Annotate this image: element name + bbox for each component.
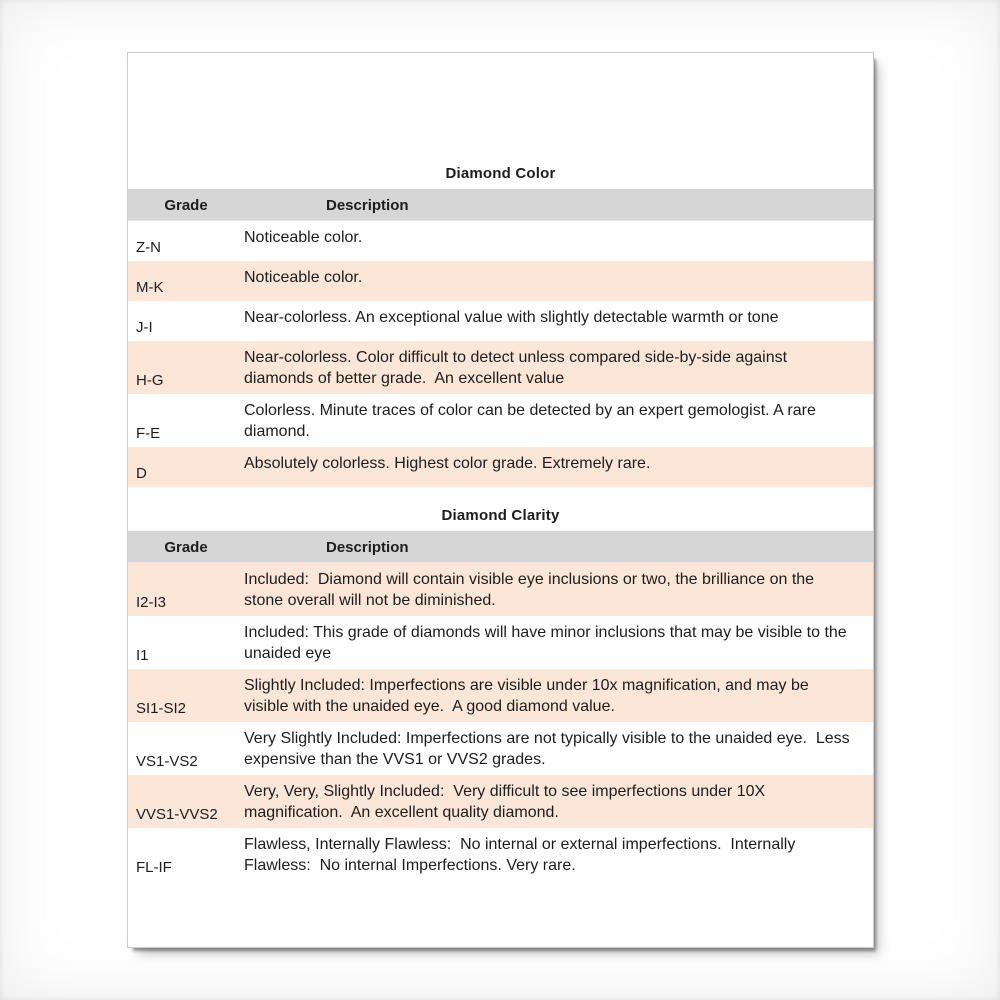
- table-row: [128, 447, 873, 487]
- table-row: [128, 775, 873, 828]
- description-cell: Very Slightly Included: Imperfections are not typically visible to the unaided eye. Less expensive than the VVS1 or VVS2 grades.: [244, 730, 855, 768]
- description-cell: Near-colorless. An exceptional value with slightly detectable warmth or tone: [244, 309, 779, 326]
- table-row: [128, 221, 873, 261]
- description-cell: Colorless. Minute traces of color can be detected by an expert gemologist. A rare diamond.: [244, 402, 821, 440]
- grade-cell: Z-N: [136, 239, 161, 256]
- description-cell: Near-colorless. Color difficult to detect unless compared side-by-side against diamonds of better grade. An excellent value: [244, 349, 792, 387]
- description-cell: Slightly Included: Imperfections are visible under 10x magnification, and may be visible with the unaided eye. A good diamond value.: [244, 677, 814, 715]
- grade-cell: SI1-SI2: [136, 700, 187, 717]
- table-row: [128, 616, 873, 669]
- description-cell: Noticeable color.: [244, 229, 363, 246]
- column-header-description: Description: [326, 197, 409, 214]
- grade-cell: H-G: [136, 372, 164, 389]
- diamond-clarity-header-row: [128, 531, 873, 563]
- grade-cell: J-I: [136, 319, 153, 336]
- grade-cell: I2-I3: [136, 594, 167, 611]
- description-cell: Flawless, Internally Flawless: No internal or external imperfections. Internally Flawless: No internal Imperfections. Very rare.: [244, 836, 800, 874]
- column-header-grade: Grade: [164, 539, 208, 556]
- grade-cell: VS1-VS2: [136, 753, 198, 770]
- grade-cell: D: [136, 465, 147, 482]
- table-row: [128, 341, 873, 394]
- grade-cell: F-E: [136, 425, 161, 442]
- table-row: [128, 301, 873, 341]
- grade-cell: VVS1-VVS2: [136, 806, 218, 823]
- table-row: [128, 722, 873, 775]
- description-cell: Very, Very, Slightly Included: Very difficult to see imperfections under 10X magnification. An excellent quality diamond.: [244, 783, 770, 821]
- diamond-color-header-row: [128, 189, 873, 221]
- column-header-grade: Grade: [164, 197, 208, 214]
- description-cell: Absolutely colorless. Highest color grade. Extremely rare.: [244, 455, 651, 472]
- description-cell: Included: Diamond will contain visible eye inclusions or two, the brilliance on the stone overall will not be diminished.: [244, 571, 819, 609]
- table-title-diamond-clarity: Diamond Clarity: [441, 507, 560, 524]
- table-title-diamond-color: Diamond Color: [445, 165, 556, 182]
- column-header-description: Description: [326, 539, 409, 556]
- grade-cell: M-K: [136, 279, 164, 296]
- description-cell: Included: This grade of diamonds will have minor inclusions that may be visible to the unaided eye: [244, 624, 852, 662]
- grade-cell: I1: [136, 647, 149, 664]
- description-cell: Noticeable color.: [244, 269, 363, 286]
- table-row: [128, 394, 873, 447]
- document-page: [127, 52, 874, 948]
- table-row: [128, 261, 873, 301]
- table-row: [128, 669, 873, 722]
- table-row: [128, 563, 873, 616]
- grade-cell: FL-IF: [136, 859, 172, 876]
- table-row: [128, 828, 873, 881]
